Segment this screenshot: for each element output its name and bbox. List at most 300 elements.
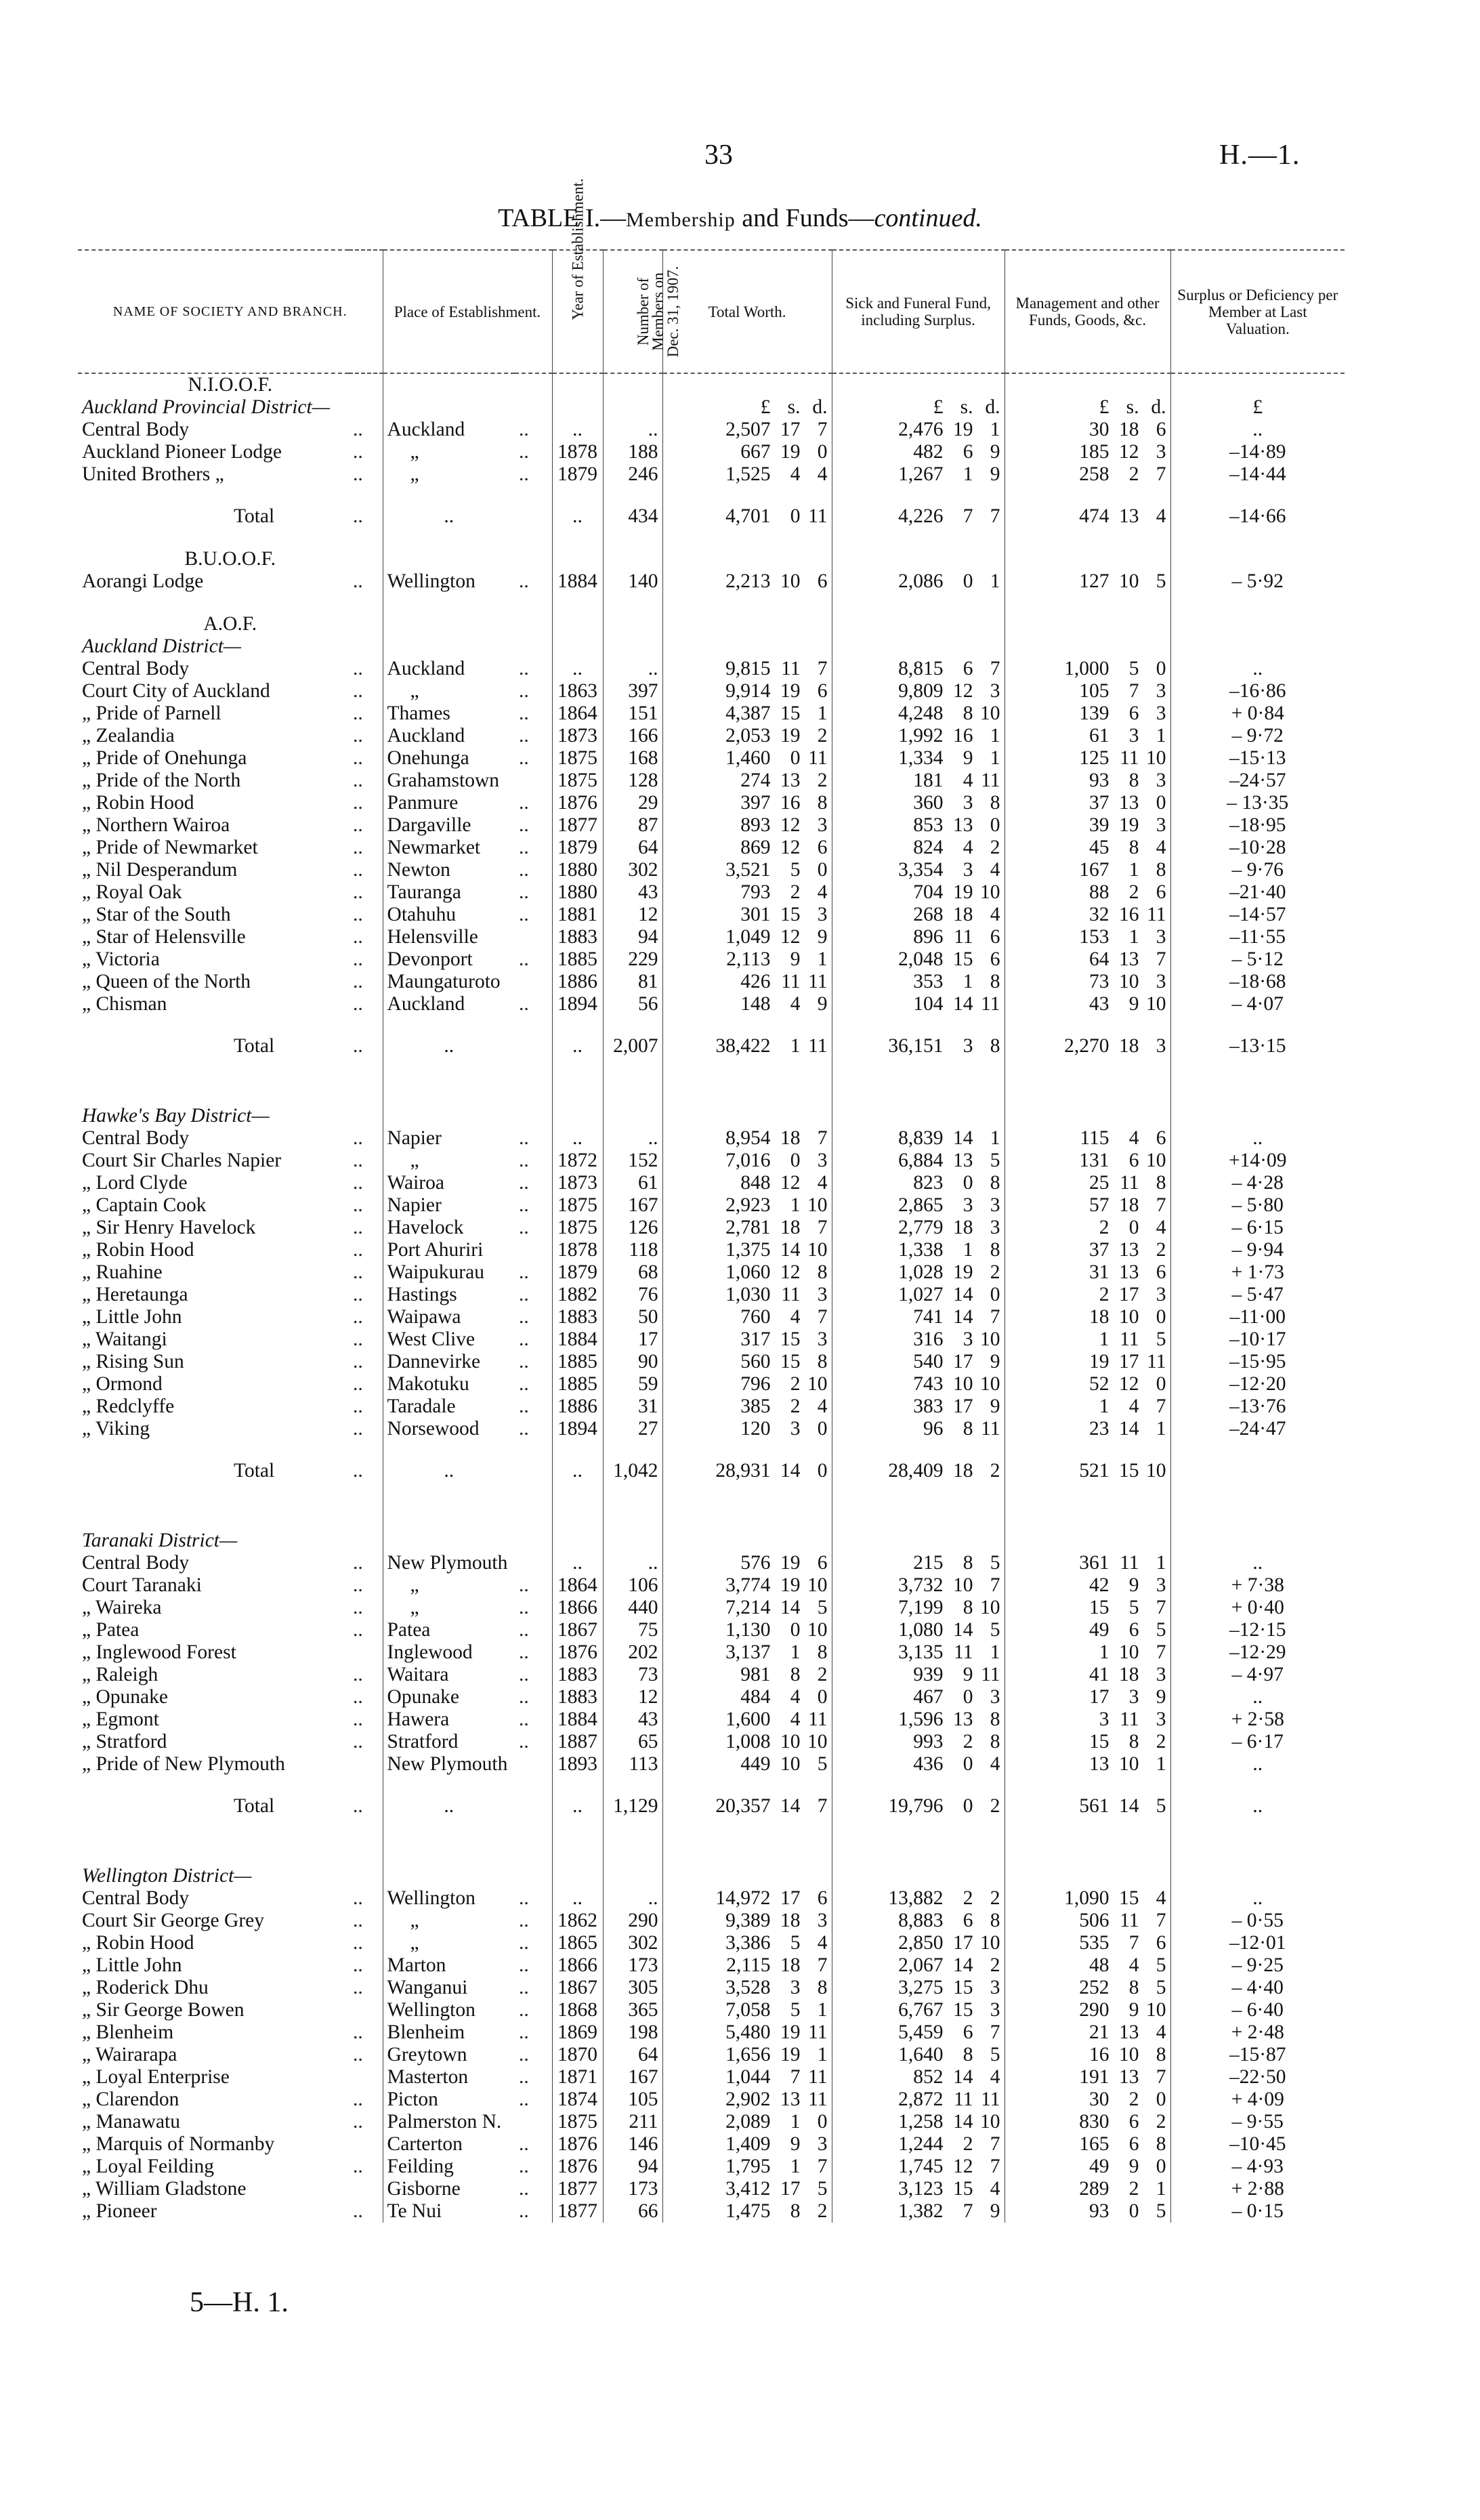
leader-dots: ..: [515, 2044, 552, 2066]
shillings: 5: [790, 859, 801, 881]
leader-dots: ..: [515, 1217, 552, 1239]
currency-row: [78, 396, 1345, 419]
branch-name: „ Rising Sun: [82, 1351, 184, 1372]
leader-dots: ..: [515, 792, 552, 814]
leader-dots: ..: [515, 2066, 552, 2088]
shillings: 14: [953, 2111, 973, 2133]
sick-fund-sum: [832, 1776, 1005, 1818]
pounds: 115: [1080, 1127, 1109, 1149]
leader-dots: ..: [349, 1910, 383, 1932]
pence: 1: [817, 948, 828, 970]
year-established: 1885: [552, 948, 603, 971]
empty-cell: [1005, 373, 1170, 396]
sick-fund-amount: [837, 1172, 1000, 1194]
pounds: 1,080: [898, 1619, 944, 1641]
pounds: 474: [1079, 505, 1109, 527]
pence: 3: [817, 1284, 828, 1305]
surplus-per-member: – 13·35: [1227, 792, 1289, 814]
pounds: 41: [1089, 1664, 1109, 1685]
member-count: 173: [603, 1954, 662, 1977]
sick-fund-amount: [837, 1954, 1000, 1977]
place-name: Auckland: [387, 419, 465, 440]
pounds: 4,248: [898, 702, 944, 724]
sick-fund-amount: [837, 1977, 1000, 1999]
sick-fund: [832, 1641, 1005, 1664]
surplus-per-member: – 9·94: [1231, 1239, 1284, 1261]
leader-dots: ..: [515, 904, 552, 926]
shillings: 9: [790, 948, 801, 970]
total-worth: [662, 859, 832, 881]
shillings: 2: [790, 1373, 801, 1395]
total-worth-amount: [667, 2021, 828, 2044]
spacer-cell: [662, 528, 832, 548]
sick-fund: [832, 1999, 1005, 2021]
total-worth-amount: [667, 1954, 828, 1977]
table-body: [78, 373, 1345, 2223]
sick-fund-amount: [837, 2066, 1000, 2088]
surplus-per-member: –21·40: [1229, 881, 1286, 903]
surplus-per-member: ..: [1252, 1753, 1263, 1775]
table-row: [78, 747, 1345, 770]
pence: 10: [807, 1194, 828, 1216]
total-worth: [662, 948, 832, 971]
leader-dots: ..: [515, 725, 552, 747]
year-established: 1882: [552, 1284, 603, 1306]
spacer-cell: [832, 1057, 1005, 1105]
table-row: [78, 1127, 1345, 1150]
total-surplus: –14·66: [1229, 505, 1286, 527]
sick-fund-amount: [837, 725, 1000, 747]
pence: 2: [817, 770, 828, 791]
leader-dots: [515, 1552, 552, 1574]
pounds: 127: [1079, 570, 1109, 592]
pounds: 3: [1099, 1708, 1109, 1730]
empty-cell: [603, 373, 662, 396]
place-name: Dannevirke: [387, 1351, 481, 1372]
sick-fund: [832, 2021, 1005, 2044]
sick-fund-amount: [837, 814, 1000, 837]
member-count: 397: [603, 680, 662, 702]
sick-fund-amount: [837, 1150, 1000, 1172]
pound-symbol: £: [933, 396, 944, 418]
total-worth: [662, 747, 832, 770]
pence: 10: [1146, 747, 1166, 769]
total-worth: [662, 1373, 832, 1395]
empty-cell: [832, 635, 1005, 658]
management-funds: [1005, 658, 1170, 680]
management-funds: [1005, 770, 1170, 792]
shillings: 18: [1119, 1035, 1139, 1057]
year-established: 1863: [552, 680, 603, 702]
total-worth-amount: [667, 747, 828, 770]
management-funds: [1005, 1552, 1170, 1574]
total-worth-amount: [667, 1373, 828, 1395]
shillings: 8: [1128, 1731, 1139, 1752]
pence: 4: [817, 1172, 828, 1194]
shillings: 0: [790, 747, 801, 769]
shillings: 2: [1128, 2178, 1139, 2200]
pence: 5: [1156, 570, 1166, 592]
shillings: 8: [963, 1552, 973, 1574]
branch-name: „ Pride of Newmarket: [82, 837, 258, 858]
pound-symbol: £: [1099, 396, 1109, 418]
year-established: 1867: [552, 1977, 603, 1999]
leader-dots: ..: [515, 1194, 552, 1217]
spacer-cell: [552, 1482, 603, 1530]
pence: 2: [1156, 2111, 1166, 2133]
management-funds: [1005, 926, 1170, 948]
management-funds: [1005, 441, 1170, 463]
table-row: [78, 1418, 1345, 1440]
header-row: [78, 250, 1345, 373]
pence: 0: [1156, 2088, 1166, 2110]
sick-fund: [832, 702, 1005, 725]
total-worth-amount: [667, 971, 828, 993]
shillings: 2: [1128, 2088, 1139, 2110]
pence: 8: [1156, 2044, 1166, 2065]
leader-dots: ..: [349, 570, 383, 593]
pounds: 49: [1089, 1619, 1109, 1641]
pence: 4: [1156, 837, 1166, 858]
place-name: „: [410, 441, 419, 463]
total-worth: [662, 702, 832, 725]
member-count: 81: [603, 971, 662, 993]
pounds: 852: [913, 2066, 944, 2088]
branch-name: „ Ruahine: [82, 1261, 163, 1283]
member-count: 12: [603, 1686, 662, 1708]
pence: 0: [990, 814, 1000, 836]
sick-fund-amount: [837, 2133, 1000, 2156]
empty-cell: [1005, 1530, 1170, 1552]
management-funds: [1005, 1418, 1170, 1440]
empty-cell: [515, 1440, 552, 1482]
leader-dots: ..: [349, 1194, 383, 1217]
society-heading: [78, 613, 1345, 635]
management-funds-amount: [1009, 837, 1166, 859]
management-funds: [1005, 1641, 1170, 1664]
leader-dots: [349, 2178, 383, 2200]
spacer-row: [78, 1057, 1345, 1105]
shillings: 9: [963, 747, 973, 769]
pence: 5: [817, 1597, 828, 1618]
table-row: [78, 1932, 1345, 1954]
leader-dots: [349, 2133, 383, 2156]
shillings: 4: [790, 993, 801, 1015]
sick-fund-amount: [837, 1708, 1000, 1731]
place-name: Newmarket: [387, 837, 481, 858]
sick-fund-amount: [837, 2044, 1000, 2066]
total-worth-amount: [667, 1664, 828, 1686]
surplus-per-member: + 2·58: [1231, 1708, 1284, 1730]
member-count: 188: [603, 441, 662, 463]
empty-cell: [603, 1865, 662, 1887]
leader-dots: ..: [349, 1217, 383, 1239]
leader-dots: [349, 1999, 383, 2021]
leader-dots: [515, 770, 552, 792]
total-worth-amount: [667, 859, 828, 881]
spacer-cell: [552, 1057, 603, 1105]
pence: 4: [1156, 1217, 1166, 1238]
pounds: 1,027: [898, 1284, 944, 1305]
pounds: 93: [1089, 2200, 1109, 2222]
col-header-year-text: Year of Establishment.: [569, 177, 587, 320]
table-row: [78, 1351, 1345, 1373]
surplus-per-member: – 9·72: [1231, 725, 1284, 747]
leader-dots: ..: [515, 1284, 552, 1306]
member-count: 65: [603, 1731, 662, 1753]
member-count: ..: [603, 419, 662, 441]
shillings: 3: [963, 1328, 973, 1350]
total-worth-amount: [667, 441, 828, 463]
pounds: 397: [740, 792, 771, 814]
shillings: 17: [953, 1932, 973, 1954]
empty-cell: [1005, 613, 1170, 635]
total-surplus: –13·15: [1229, 1035, 1286, 1057]
spacer-cell: [552, 528, 603, 548]
leader-dots: ..: [349, 463, 383, 486]
surplus-per-member: –10·28: [1229, 837, 1286, 858]
total-worth-sum: [662, 1776, 832, 1818]
branch-name: Court Taranaki: [82, 1574, 202, 1596]
place-name: West Clive: [387, 1328, 475, 1350]
place-name: Stratford: [387, 1731, 459, 1752]
sick-fund-amount: [837, 948, 1000, 971]
pounds: 4,387: [725, 702, 771, 724]
table-row: [78, 993, 1345, 1015]
place-name: „: [410, 1150, 419, 1171]
currency-heading: [832, 396, 1005, 419]
pence: 8: [990, 1910, 1000, 1931]
pence: 10: [980, 1597, 1000, 1618]
year-established: 1876: [552, 2133, 603, 2156]
pounds: 15: [1089, 1731, 1109, 1752]
pence: 4: [817, 463, 828, 485]
pounds: 64: [1089, 948, 1109, 970]
management-funds: [1005, 1664, 1170, 1686]
surplus-per-member: –11·55: [1229, 926, 1286, 948]
pence: 5: [1156, 1328, 1166, 1350]
table-row: [78, 1574, 1345, 1597]
shillings: 6: [963, 1910, 973, 1931]
shillings: 6: [1128, 2111, 1139, 2133]
management-funds-amount: [1009, 702, 1166, 725]
pounds: 191: [1079, 2066, 1109, 2088]
pence: 8: [1156, 1172, 1166, 1194]
leader-dots: ..: [349, 1150, 383, 1172]
total-label: Total: [234, 505, 275, 527]
pence: 3: [1156, 1664, 1166, 1685]
member-count: 152: [603, 1150, 662, 1172]
management-funds-amount: [1009, 1999, 1166, 2021]
year-established: 1885: [552, 1373, 603, 1395]
shillings: 15: [1119, 1887, 1139, 1909]
shillings: 4: [963, 770, 973, 791]
place-name: Havelock: [387, 1217, 464, 1238]
document-reference: H.—1.: [1219, 140, 1301, 171]
sick-fund-amount: [837, 837, 1000, 859]
leader-dots: [515, 2111, 552, 2133]
leader-dots: ..: [515, 570, 552, 593]
empty-cell: [515, 486, 552, 528]
total-worth-amount: [667, 1977, 828, 1999]
pounds: 185: [1079, 441, 1109, 463]
place-name: Wellington: [387, 1887, 475, 1909]
pence: 10: [980, 1932, 1000, 1954]
empty-cell: [832, 1105, 1005, 1127]
pence: 7: [817, 1954, 828, 1976]
empty-cell: [1170, 1530, 1345, 1552]
total-worth: [662, 1150, 832, 1172]
shillings: 13: [1119, 2021, 1139, 2043]
spacer-cell: [515, 593, 552, 613]
col-header-management: Management and other Funds, Goods, &c.: [1005, 250, 1170, 373]
pence: 5: [1156, 1619, 1166, 1641]
sick-fund-amount: [837, 419, 1000, 441]
year-established: 1877: [552, 814, 603, 837]
branch-name: „ Egmont: [82, 1708, 159, 1730]
place-name: Waipawa: [387, 1306, 461, 1328]
shillings: 18: [780, 1217, 801, 1238]
pounds: 576: [740, 1552, 771, 1574]
table-row: [78, 1641, 1345, 1664]
year-established: 1887: [552, 1731, 603, 1753]
total-worth-amount: [667, 1217, 828, 1239]
shillings: 0: [1128, 2200, 1139, 2222]
management-funds-amount: [1009, 881, 1166, 904]
table-row: [78, 1172, 1345, 1194]
pounds: 25: [1089, 1172, 1109, 1194]
year-established: 1884: [552, 570, 603, 593]
member-count: 94: [603, 2156, 662, 2178]
pence: 0: [817, 441, 828, 463]
total-label: Total: [234, 1460, 275, 1482]
place-name: Waitara: [387, 1664, 449, 1685]
shillings: 3: [790, 1418, 801, 1440]
pounds: 1: [1099, 1395, 1109, 1417]
pounds: 2,089: [725, 2111, 771, 2133]
sick-fund-amount: [837, 1619, 1000, 1641]
pence: 4: [990, 859, 1000, 881]
total-worth: [662, 1977, 832, 1999]
pounds: 3,135: [898, 1641, 944, 1663]
shillings: 12: [780, 1261, 801, 1283]
shillings: 0: [1128, 1217, 1139, 1238]
pounds: 869: [740, 837, 771, 858]
pence: 3: [990, 1194, 1000, 1216]
pounds: 793: [740, 881, 771, 903]
management-funds: [1005, 419, 1170, 441]
pence: 1: [990, 570, 1000, 592]
leader-dots: ..: [349, 1015, 383, 1057]
spacer-row: [78, 1482, 1345, 1530]
surplus-per-member: – 0·55: [1231, 1910, 1284, 1931]
shillings: 4: [963, 837, 973, 858]
pence: 0: [1156, 1306, 1166, 1328]
branch-name: „ Inglewood Forest: [82, 1641, 236, 1663]
pounds: 165: [1079, 2133, 1109, 2155]
pence: 3: [990, 1686, 1000, 1708]
management-funds: [1005, 1977, 1170, 1999]
management-funds-amount: [1009, 2133, 1166, 2156]
shillings: 18: [953, 1460, 973, 1482]
total-worth-amount: [667, 702, 828, 725]
pence: 5: [1156, 1954, 1166, 1976]
branch-name: „ Heretaunga: [82, 1284, 188, 1305]
pounds: 9,389: [725, 1910, 771, 1931]
pence: 11: [981, 770, 1000, 791]
year-established: 1870: [552, 2044, 603, 2066]
member-count: 151: [603, 702, 662, 725]
pounds: 43: [1089, 993, 1109, 1015]
pence: 8: [990, 1172, 1000, 1194]
pence: 3: [1156, 971, 1166, 992]
shillings: 19: [780, 680, 801, 702]
total-surplus: ..: [1252, 1795, 1263, 1817]
empty-cell: [383, 548, 515, 570]
member-count: 12: [603, 904, 662, 926]
pence: 9: [1156, 1686, 1166, 1708]
member-count: 56: [603, 993, 662, 1015]
shillings: 3: [1128, 725, 1139, 747]
empty-cell: [1170, 548, 1345, 570]
pounds: 14,972: [715, 1887, 771, 1909]
management-funds-amount: [1009, 993, 1166, 1015]
empty-cell: [552, 1865, 603, 1887]
total-worth-amount: [667, 1351, 828, 1373]
member-count: 167: [603, 2066, 662, 2088]
sick-fund-amount: [837, 2200, 1000, 2223]
year-established: ..: [552, 1552, 603, 1574]
sick-fund: [832, 747, 1005, 770]
table-row: [78, 1150, 1345, 1172]
shillings: 12: [780, 837, 801, 858]
pence: 9: [990, 2200, 1000, 2222]
pence: 2: [990, 1795, 1000, 1817]
surplus-per-member: ..: [1252, 1127, 1263, 1149]
pence: 3: [817, 904, 828, 925]
pence: 3: [817, 2133, 828, 2155]
surplus-per-member: –12·20: [1229, 1373, 1286, 1395]
shillings: 14: [953, 1284, 973, 1305]
surplus-per-member: – 4·40: [1231, 1977, 1284, 1998]
pounds: 9,914: [725, 680, 771, 702]
district-heading-label: Auckland District—: [78, 635, 383, 658]
sick-fund-amount: [837, 993, 1000, 1015]
management-funds: [1005, 1351, 1170, 1373]
pence: 11: [808, 971, 828, 992]
pounds: 32: [1089, 904, 1109, 925]
pounds: 353: [913, 971, 944, 992]
sick-fund: [832, 1418, 1005, 1440]
surplus-per-member: –14·44: [1229, 463, 1286, 485]
shillings: 4: [1128, 1954, 1139, 1976]
management-funds: [1005, 1753, 1170, 1776]
pence: 10: [980, 1328, 1000, 1350]
member-count: ..: [603, 1552, 662, 1574]
member-count: 202: [603, 1641, 662, 1664]
pence: 1: [1156, 1552, 1166, 1574]
shillings: 4: [790, 463, 801, 485]
pounds: 181: [913, 770, 944, 791]
pounds: 2,113: [726, 948, 771, 970]
col-header-members: [603, 250, 681, 373]
table-row: [78, 658, 1345, 680]
spacer-cell: [832, 528, 1005, 548]
leader-dots: ..: [515, 1887, 552, 1910]
total-worth-amount: [667, 1239, 828, 1261]
management-funds-amount: [1009, 1395, 1166, 1418]
shillings: 1: [790, 1641, 801, 1663]
